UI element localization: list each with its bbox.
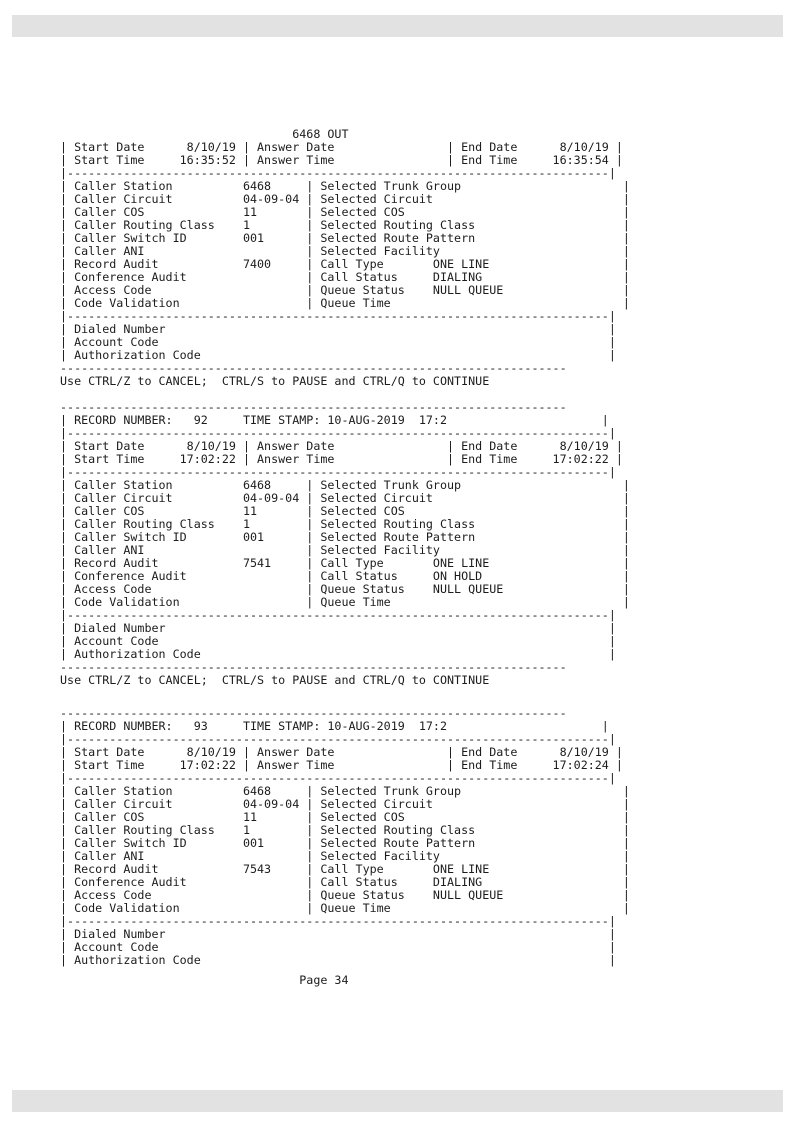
- section-separator: |-----------------------------------------------------------------------------|: [60, 309, 616, 323]
- detail-row: | Caller Routing Class 1 | Selected Routing Class |: [60, 517, 630, 531]
- detail-row: | Caller Station 6468 | Selected Trunk Group |: [60, 179, 630, 193]
- record-start-separator: ------------------------------------------------------------------------: [60, 400, 567, 414]
- detail-row: | Caller Routing Class 1 | Selected Routing Class |: [60, 218, 630, 232]
- scan-edge-bottom: [12, 1090, 783, 1112]
- start-date-row: | Start Date 8/10/19 | Answer Date | End Date 8/10/19 |: [60, 140, 623, 154]
- detail-row: | Record Audit 7541 | Call Type ONE LINE |: [60, 556, 630, 570]
- start-date-row: | Start Date 8/10/19 | Answer Date | End Date 8/10/19 |: [60, 439, 623, 453]
- dialed-row: | Dialed Number |: [60, 621, 616, 635]
- record-header-row: | RECORD NUMBER: 92 TIME STAMP: 10-AUG-2019 17:2 |: [60, 413, 609, 427]
- detail-row: | Caller Station 6468 | Selected Trunk Group |: [60, 784, 630, 798]
- detail-row: | Caller Switch ID 001 | Selected Route Pattern |: [60, 836, 630, 850]
- detail-row: | Conference Audit | Call Status DIALING |: [60, 875, 630, 889]
- scan-edge-top: [12, 15, 783, 37]
- page-number: Page 34: [60, 973, 349, 987]
- detail-row: | Record Audit 7400 | Call Type ONE LINE |: [60, 257, 630, 271]
- dialed-row: | Authorization Code |: [60, 647, 616, 661]
- control-prompt: Use CTRL/Z to CANCEL; CTRL/S to PAUSE and CTRL/Q to CONTINUE: [60, 374, 490, 388]
- section-separator: |-----------------------------------------------------------------------------|: [60, 914, 616, 928]
- section-separator: |-----------------------------------------------------------------------------|: [60, 608, 616, 622]
- detail-row: | Code Validation | Queue Time |: [60, 901, 630, 915]
- detail-row: | Caller COS 11 | Selected COS |: [60, 205, 630, 219]
- detail-row: | Caller ANI | Selected Facility |: [60, 849, 630, 863]
- detail-row: | Caller Switch ID 001 | Selected Route Pattern |: [60, 231, 630, 245]
- detail-row: | Caller Routing Class 1 | Selected Routing Class |: [60, 823, 630, 837]
- start-time-row: | Start Time 17:02:22 | Answer Time | End Time 17:02:22 |: [60, 452, 623, 466]
- section-separator: |-----------------------------------------------------------------------------|: [60, 426, 616, 440]
- section-separator: |-----------------------------------------------------------------------------|: [60, 166, 616, 180]
- dialed-row: | Authorization Code |: [60, 348, 616, 362]
- dialed-row: | Dialed Number |: [60, 927, 616, 941]
- detail-row: | Code Validation | Queue Time |: [60, 296, 630, 310]
- detail-row: | Caller Switch ID 001 | Selected Route Pattern |: [60, 530, 630, 544]
- detail-row: | Record Audit 7543 | Call Type ONE LINE |: [60, 862, 630, 876]
- detail-row: | Caller ANI | Selected Facility |: [60, 244, 630, 258]
- control-prompt: Use CTRL/Z to CANCEL; CTRL/S to PAUSE and CTRL/Q to CONTINUE: [60, 673, 490, 687]
- dialed-row: | Authorization Code |: [60, 953, 616, 967]
- start-date-row: | Start Date 8/10/19 | Answer Date | End Date 8/10/19 |: [60, 745, 623, 759]
- record-start-separator: ------------------------------------------------------------------------: [60, 706, 567, 720]
- section-separator: |-----------------------------------------------------------------------------|: [60, 771, 616, 785]
- detail-row: | Caller Station 6468 | Selected Trunk Group |: [60, 478, 630, 492]
- section-separator: |-----------------------------------------------------------------------------|: [60, 732, 616, 746]
- dialed-row: | Dialed Number |: [60, 322, 616, 336]
- detail-row: | Access Code | Queue Status NULL QUEUE |: [60, 283, 630, 297]
- detail-row: | Caller Circuit 04-09-04 | Selected Circuit |: [60, 192, 630, 206]
- report-title: 6468 OUT: [60, 127, 349, 141]
- detail-row: | Caller COS 11 | Selected COS |: [60, 810, 630, 824]
- detail-row: | Access Code | Queue Status NULL QUEUE |: [60, 582, 630, 596]
- detail-row: | Conference Audit | Call Status ON HOLD |: [60, 569, 630, 583]
- record-end-separator: ------------------------------------------------------------------------: [60, 660, 567, 674]
- detail-row: | Caller COS 11 | Selected COS |: [60, 504, 630, 518]
- dialed-row: | Account Code |: [60, 634, 616, 648]
- dialed-row: | Account Code |: [60, 335, 616, 349]
- start-time-row: | Start Time 17:02:22 | Answer Time | End Time 17:02:24 |: [60, 758, 623, 772]
- detail-row: | Access Code | Queue Status NULL QUEUE |: [60, 888, 630, 902]
- detail-row: | Conference Audit | Call Status DIALING |: [60, 270, 630, 284]
- detail-row: | Code Validation | Queue Time |: [60, 595, 630, 609]
- section-separator: |-----------------------------------------------------------------------------|: [60, 465, 616, 479]
- start-time-row: | Start Time 16:35:52 | Answer Time | End Time 16:35:54 |: [60, 153, 623, 167]
- detail-row: | Caller Circuit 04-09-04 | Selected Circuit |: [60, 491, 630, 505]
- record-header-row: | RECORD NUMBER: 93 TIME STAMP: 10-AUG-2019 17:2 |: [60, 719, 609, 733]
- detail-row: | Caller Circuit 04-09-04 | Selected Circuit |: [60, 797, 630, 811]
- dialed-row: | Account Code |: [60, 940, 616, 954]
- detail-row: | Caller ANI | Selected Facility |: [60, 543, 630, 557]
- record-end-separator: ------------------------------------------------------------------------: [60, 361, 567, 375]
